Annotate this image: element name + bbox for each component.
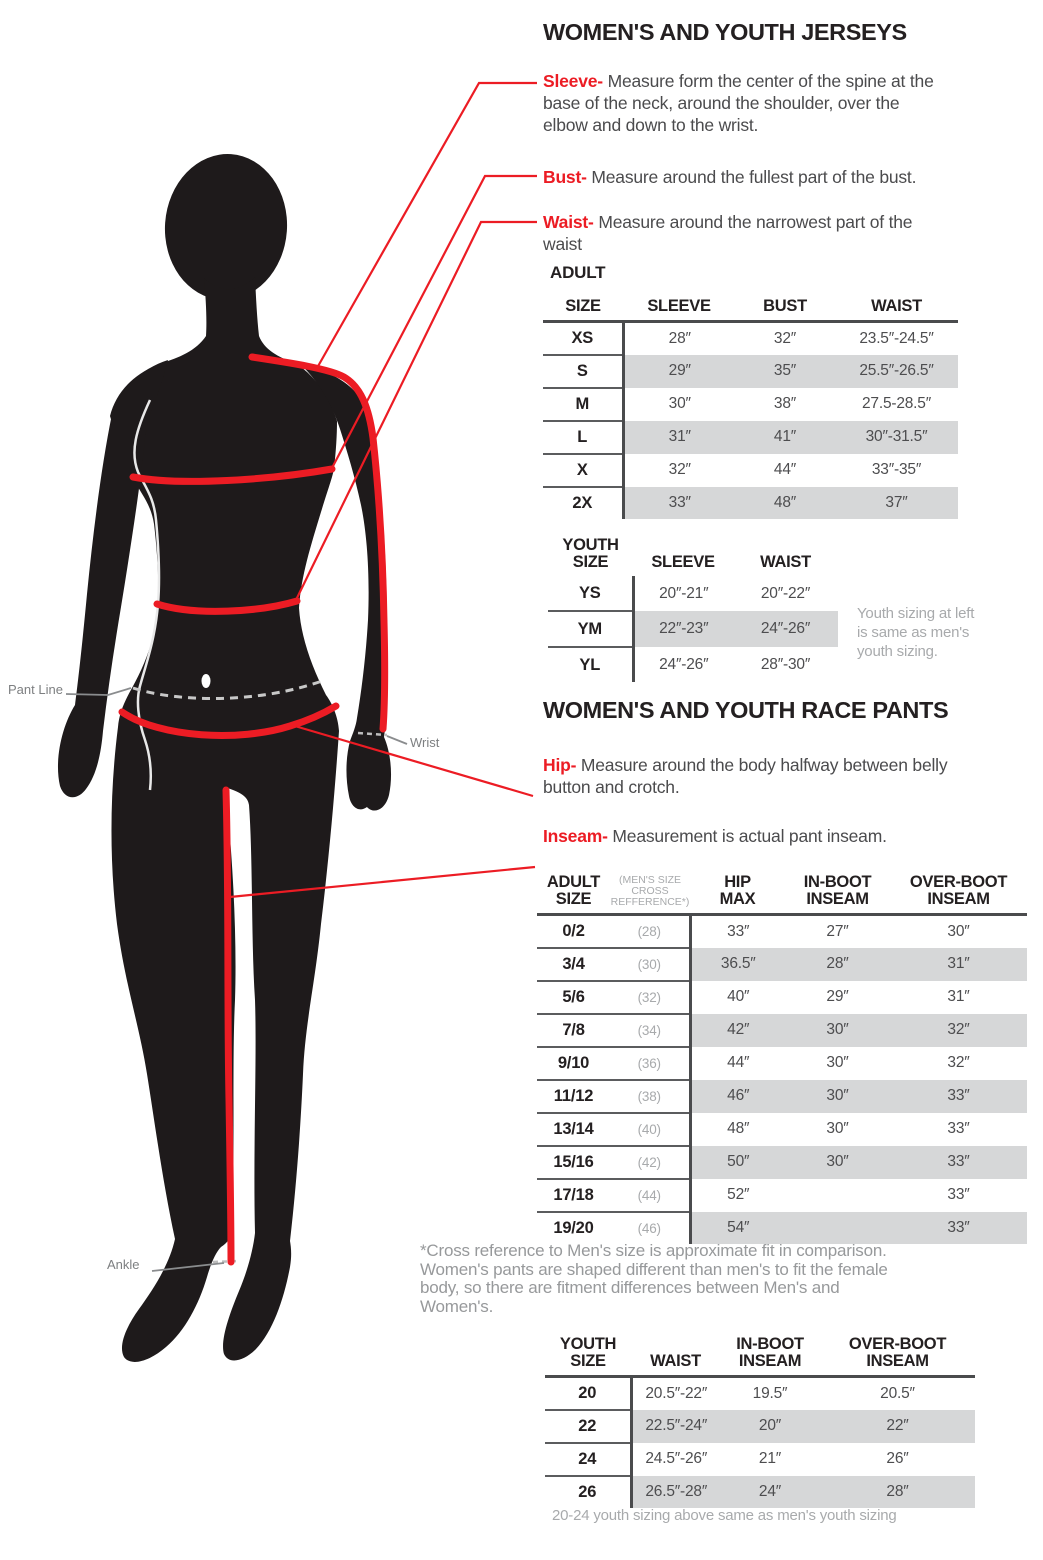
cell: 24 <box>545 1443 631 1476</box>
cell: 20″-22″ <box>760 584 811 602</box>
hip-description <box>543 754 955 798</box>
cell: 33″ <box>947 1186 970 1203</box>
jerseys-title: WOMEN'S AND YOUTH JERSEYS <box>543 19 907 45</box>
cell: 30″ <box>785 1146 890 1179</box>
cell: 26.5″-28″ <box>631 1476 720 1508</box>
table-row <box>543 355 958 388</box>
footnote-line: *Cross reference to Men's size is approximate fit in comparison. <box>420 1241 887 1260</box>
cell: 24.5″-26″ <box>645 1450 708 1467</box>
column-header <box>537 852 610 914</box>
cell: 30″-31.5″ <box>835 421 958 454</box>
bust-description <box>543 166 1043 188</box>
header-line: SIZE <box>570 1351 606 1370</box>
table-row <box>537 1179 1027 1212</box>
cell <box>785 1212 890 1244</box>
hip-text: Measure around the body halfway between belly button and crotch. <box>543 755 948 797</box>
adult-jerseys-label: ADULT <box>550 263 606 282</box>
cell: 30″ <box>668 395 691 412</box>
cell: 30″ <box>947 922 970 940</box>
cell: 21″ <box>758 1450 782 1467</box>
adult-pants-table <box>537 852 1027 1244</box>
cell: 30″ <box>785 1080 890 1113</box>
table-row <box>545 1410 975 1443</box>
wrist-label: Wrist <box>410 735 440 750</box>
cell: 33″ <box>947 1120 970 1137</box>
header-line: CROSS <box>631 884 669 897</box>
cell: 28″ <box>785 948 890 981</box>
youth-pants-note: 20-24 youth sizing above same as men's youth sizing <box>552 1507 897 1524</box>
inseam-term: Inseam- <box>543 826 608 846</box>
column-header: WAIST <box>760 553 811 571</box>
cell: 54″ <box>690 1212 785 1244</box>
cell: (28) <box>610 914 690 948</box>
cell: 19.5″ <box>752 1384 788 1402</box>
cell: 31″ <box>947 988 970 1005</box>
inseam-text: Measurement is actual pant inseam. <box>612 826 887 846</box>
cell: 32″ <box>890 1014 1027 1047</box>
table-header-row <box>545 1330 975 1376</box>
column-header <box>610 852 690 914</box>
cell: 29″ <box>826 988 849 1005</box>
header-line: YOUTH <box>562 536 619 554</box>
table-row <box>543 487 958 519</box>
cell: 52″ <box>727 1186 750 1203</box>
column-header: SLEEVE <box>651 553 715 571</box>
cell: 28″-30″ <box>760 655 811 673</box>
header-line: IN-BOOT <box>736 1334 804 1353</box>
cell: 15/16 <box>537 1146 610 1179</box>
cell: (46) <box>610 1212 690 1244</box>
cell: (30) <box>610 948 690 981</box>
cell: 26 <box>545 1476 631 1508</box>
table-row <box>545 1376 975 1410</box>
table-row <box>548 576 838 611</box>
header-line: OVER-BOOT <box>909 872 1008 891</box>
table-row <box>537 948 1027 981</box>
cell: 13/14 <box>537 1113 610 1146</box>
bust-term: Bust- <box>543 167 587 187</box>
ankle-label: Ankle <box>107 1257 140 1272</box>
cell: 17/18 <box>537 1179 610 1212</box>
table-row <box>543 421 958 454</box>
cell: 11/12 <box>537 1080 610 1113</box>
figure-head <box>160 150 292 304</box>
cell: 7/8 <box>537 1014 610 1047</box>
cell <box>785 1179 890 1212</box>
cross-reference-footnote <box>420 1242 888 1316</box>
sleeve-description <box>543 70 941 136</box>
cell: 46″ <box>690 1080 785 1113</box>
cell: 2X <box>543 487 623 519</box>
cell: 50″ <box>690 1146 785 1179</box>
header-line: SIZE <box>572 553 609 571</box>
bust-text: Measure around the fullest part of the bust. <box>591 167 917 187</box>
cell: 32″ <box>947 1054 970 1071</box>
table-row <box>537 1047 1027 1080</box>
cell: 20.5″ <box>880 1384 915 1402</box>
cell: 25.5″-26.5″ <box>835 355 958 388</box>
youth-pants-table <box>545 1330 975 1508</box>
cell: 22″-23″ <box>633 611 733 647</box>
column-header: BUST <box>735 291 835 321</box>
cell: 33″ <box>727 922 750 940</box>
table-row <box>537 1212 1027 1244</box>
cell: (44) <box>610 1179 690 1212</box>
header-line: INSEAM <box>866 1351 929 1370</box>
header-line: INSEAM <box>927 889 990 908</box>
table-header-row <box>537 852 1027 914</box>
cell: 20″ <box>720 1410 820 1443</box>
cell: (42) <box>610 1146 690 1179</box>
header-line: IN-BOOT <box>803 872 872 891</box>
cell: 5/6 <box>537 981 610 1014</box>
cell: 30″ <box>826 1120 849 1137</box>
sleeve-term: Sleeve- <box>543 71 603 91</box>
header-line: MAX <box>719 889 756 908</box>
cell: 38″ <box>773 395 797 412</box>
cell: 33″ <box>890 1146 1027 1179</box>
cell: S <box>543 355 623 388</box>
table-row <box>537 914 1027 948</box>
header-line: OVER-BOOT <box>848 1334 947 1353</box>
column-header <box>890 852 1027 914</box>
cell: 0/2 <box>537 914 610 948</box>
cell: YS <box>548 576 633 611</box>
cell: 32″ <box>668 461 691 478</box>
sleeve-callout-line <box>317 83 537 368</box>
cell: 32″ <box>773 329 797 347</box>
table-row <box>543 454 958 487</box>
cell: 42″ <box>690 1014 785 1047</box>
pant-line-label: Pant Line <box>8 682 63 697</box>
cell: 27.5-28.5″ <box>862 395 931 412</box>
inseam-description <box>543 825 1043 847</box>
table-row <box>537 1014 1027 1047</box>
header-line: REFFERENCE*) <box>610 895 690 908</box>
column-header: SLEEVE <box>623 291 735 321</box>
cell: 35″ <box>735 355 835 388</box>
youth-jerseys-table <box>548 528 840 682</box>
cell: 48″ <box>735 487 835 519</box>
cell: 30″ <box>785 1014 890 1047</box>
table-row <box>537 981 1027 1014</box>
cell: 23.5″-24.5″ <box>859 329 934 347</box>
cell: (36) <box>610 1047 690 1080</box>
table-row <box>548 611 838 647</box>
table-row <box>548 647 838 682</box>
footnote-line: Women's pants are shaped different than men's to fit the female <box>420 1259 888 1279</box>
belly-button <box>202 674 211 688</box>
pants-title: WOMEN'S AND YOUTH RACE PANTS <box>543 697 949 723</box>
table-row <box>537 1080 1027 1113</box>
column-header <box>690 852 785 914</box>
table-row <box>545 1476 975 1508</box>
column-header <box>545 1330 631 1376</box>
cell: 31″ <box>623 421 735 454</box>
column-header: SIZE <box>543 291 623 321</box>
cell: 22 <box>545 1410 631 1443</box>
cell: 40″ <box>727 988 750 1005</box>
cell: (40) <box>610 1113 690 1146</box>
column-header <box>785 852 890 914</box>
cell: 33″ <box>890 1080 1027 1113</box>
header-line: SIZE <box>555 889 592 908</box>
table-header-row <box>548 528 838 576</box>
cell: 27″ <box>826 922 849 940</box>
header-line: (MEN'S SIZE <box>618 873 682 886</box>
cell: 44″ <box>773 461 797 478</box>
cell: L <box>543 421 623 454</box>
cell: 3/4 <box>537 948 610 981</box>
column-header: WAIST <box>631 1330 720 1376</box>
cell: 24″-26″ <box>733 611 838 647</box>
cell: 20.5″-22″ <box>645 1384 708 1402</box>
cell: 33″ <box>623 487 735 519</box>
table-row <box>543 321 958 355</box>
cell: 30″ <box>826 1054 849 1071</box>
cell: 24″ <box>720 1476 820 1508</box>
footnote-line: body, so there are fitment differences between Men's and <box>420 1278 840 1297</box>
table-row <box>537 1113 1027 1146</box>
cell: 44″ <box>727 1054 750 1071</box>
footnote-line: Women's. <box>420 1296 494 1316</box>
waist-term: Waist- <box>543 212 594 232</box>
table-row <box>537 1146 1027 1179</box>
header-line: ADULT <box>546 872 601 891</box>
cell: 20 <box>545 1376 631 1410</box>
cell: 28″ <box>820 1476 975 1508</box>
adult-jerseys-table <box>543 291 958 519</box>
cell: 20″-21″ <box>659 584 709 602</box>
cell: 24″-26″ <box>659 655 709 673</box>
note-line: youth sizing. <box>857 643 938 660</box>
column-header: WAIST <box>835 291 958 321</box>
cell: 33″ <box>890 1212 1027 1244</box>
youth-sizing-note <box>857 604 974 661</box>
header-line: HIP <box>724 872 751 891</box>
cell: 31″ <box>890 948 1027 981</box>
cell: 41″ <box>735 421 835 454</box>
cell: YM <box>548 611 633 647</box>
waist-text: Measure around the narrowest part of the waist <box>543 212 913 254</box>
cell: 26″ <box>886 1450 909 1467</box>
cell: (32) <box>610 981 690 1014</box>
cell: 37″ <box>835 487 958 519</box>
cell: XS <box>543 321 623 355</box>
hip-term: Hip- <box>543 755 577 775</box>
column-header <box>820 1330 975 1376</box>
header-line: YOUTH <box>559 1334 617 1353</box>
header-line: INSEAM <box>806 889 869 908</box>
ankle-dash <box>213 1261 239 1262</box>
cell: (38) <box>610 1080 690 1113</box>
table-header-row <box>543 291 958 321</box>
cell: 19/20 <box>553 1218 594 1237</box>
cell: 22″ <box>820 1410 975 1443</box>
wrist-pointer <box>387 736 407 744</box>
cell: 28″ <box>668 329 691 347</box>
cell: 48″ <box>727 1120 750 1137</box>
table-row <box>545 1443 975 1476</box>
note-line: is same as men's <box>857 624 970 641</box>
cell: 33″-35″ <box>871 461 922 478</box>
cell: (34) <box>610 1014 690 1047</box>
note-line: Youth sizing at left <box>857 605 975 622</box>
table-row <box>543 388 958 421</box>
sleeve-text: Measure form the center of the spine at the base of the neck, around the shoulder, over the elbow and down to the wrist. <box>543 71 934 135</box>
cell: X <box>543 454 623 487</box>
cell: 29″ <box>623 355 735 388</box>
column-header <box>548 528 633 576</box>
cell: 22.5″-24″ <box>631 1410 720 1443</box>
cell: YL <box>548 647 633 682</box>
column-header <box>720 1330 820 1376</box>
waist-description <box>543 211 915 255</box>
cell: M <box>543 388 623 421</box>
cell: 36.5″ <box>690 948 785 981</box>
header-line: INSEAM <box>738 1351 802 1370</box>
cell: 9/10 <box>537 1047 610 1080</box>
